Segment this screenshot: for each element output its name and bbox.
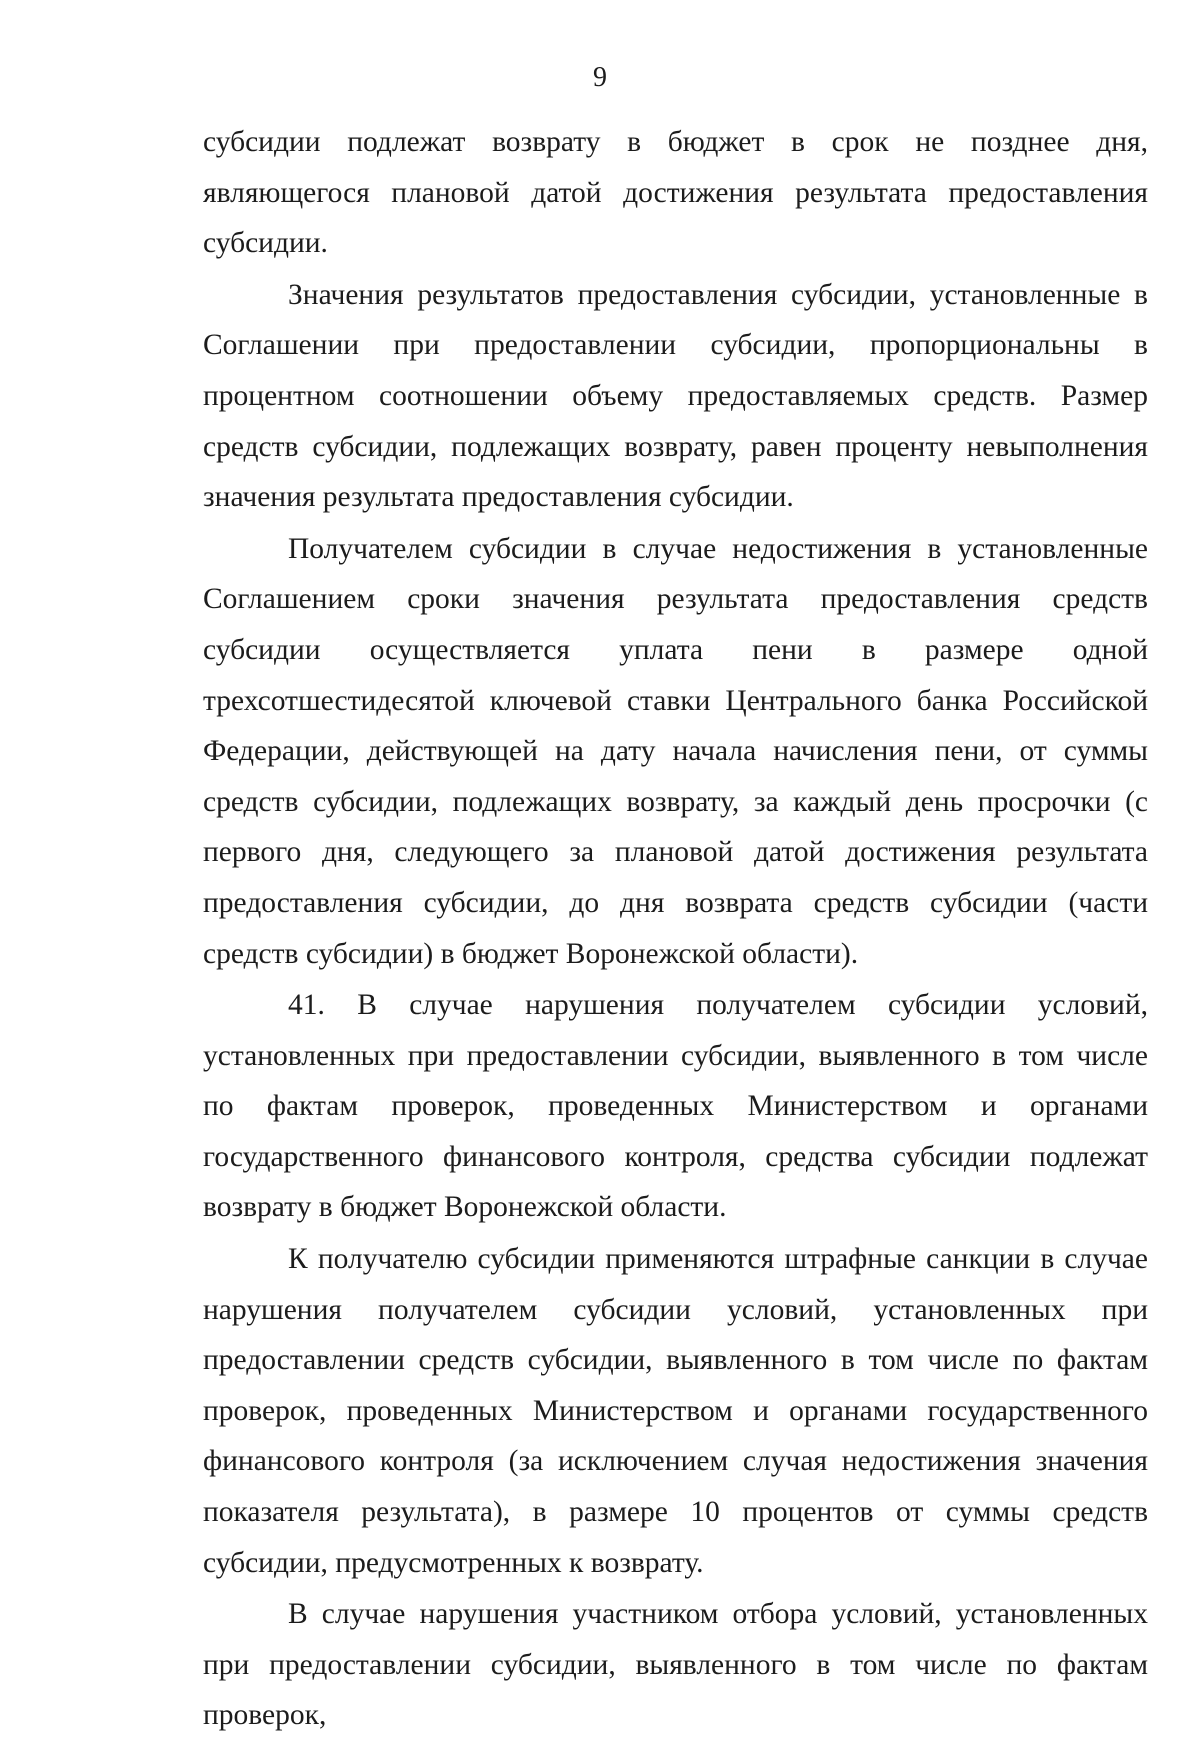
document-body — [203, 117, 1148, 1741]
page-number: 9 — [593, 62, 607, 93]
paragraph-1: субсидии подлежат возврату в бюджет в срок не позднее дня, являющегося плановой датой достижения результата предоставления субсидии. — [203, 126, 1148, 260]
paragraph-participant-violation: В случае нарушения участником отбора условий, установленных при предоставлении субсидии, выявленного в том числе по фактам проверок, — [203, 1598, 1148, 1732]
paragraph-penalties: К получателю субсидии применяются штрафные санкции в случае нарушения получателем субсидии условий, установленных при предоставлении средств субсидии, выявленного в том числе по фактам проверок, проведенных Министерством и органами государственного финансового контроля (за исключением случая недостижения значения показателя результата), в размере 10 процентов от суммы средств субсидии, предусмотренных к возврату. — [203, 1243, 1148, 1579]
paragraph-41: 41. В случае нарушения получателем субсидии условий, установленных при предоставлении субсидии, выявленного в том числе по фактам проверок, проведенных Министерством и органами государственного финансового контроля, средства субсидии подлежат возврату в бюджет Воронежской области. — [203, 989, 1148, 1224]
paragraph-2: Значения результатов предоставления субсидии, установленные в Соглашении при предоставлении субсидии, пропорциональны в процентном соотношении объему предоставляемых средств. Размер средств субсидии, подлежащих возврату, равен проценту невыполнения значения результата предоставления субсидии. — [203, 278, 1148, 514]
paragraph-3: Получателем субсидии в случае недостижения в установленные Соглашением сроки значения результата предоставления средств субсидии осуществляется уплата пени в размере одной трехсотшестидесятой ключевой ставки Центрального банка Российской Федерации, действующей на дату начала начисления пени, от суммы средств субсидии, подлежащих возврату, за каждый день просрочки (с первого дня, следующего за плановой датой достижения результата предоставления субсидии, до дня возврата средств субсидии (части средств субсидии) в бюджет Воронежской области). — [203, 532, 1148, 970]
